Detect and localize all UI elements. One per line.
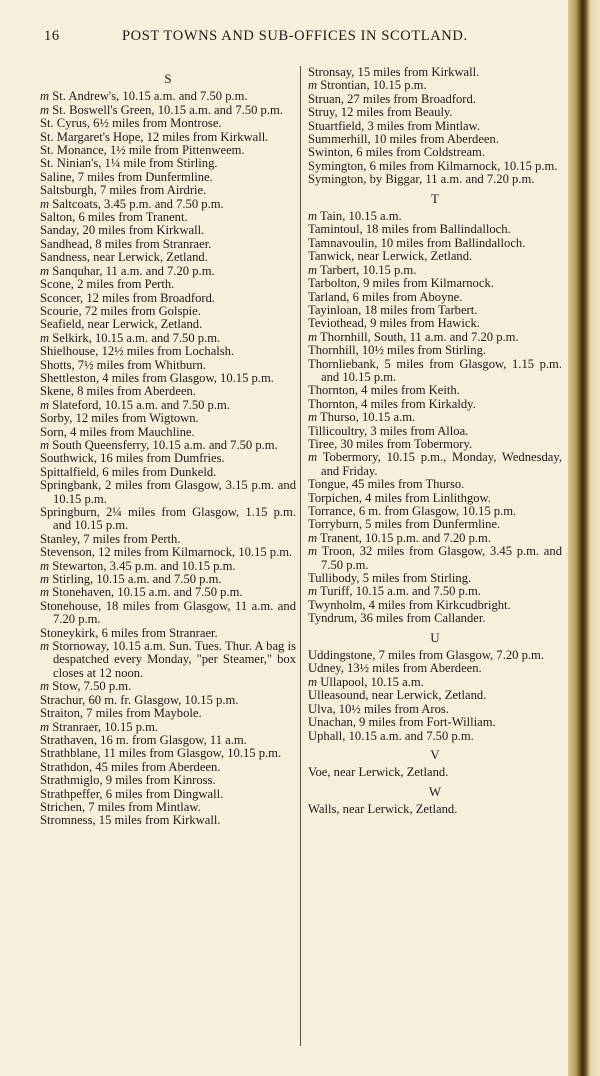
directory-entry [308,411,562,424]
money-order-marker: m [308,530,318,545]
entry-text: Spittalfield, 6 miles from Dunkeld. [40,464,217,479]
entry-text: Stonehouse, 18 miles from Glasgow, 11 a.m. and 7.20 p.m. [40,598,296,627]
entry-text: Springburn, 2¼ miles from Glasgow, 1.15 p.m. and 10.15 p.m. [40,505,296,533]
directory-entry [40,479,296,506]
entry-text: Sorn, 4 miles from Mauchline. [40,424,195,439]
directory-entry [40,305,296,318]
entry-text: Saline, 7 miles from Dunfermline. [40,169,213,184]
directory-entry [40,90,296,103]
directory-entry [308,703,562,716]
directory-entry [40,747,296,760]
entry-text: St. Ninian's, 1¼ mile from Stirling. [40,156,218,171]
money-order-marker: m [40,639,50,654]
entry-text: Strathaven, 16 m. from Glasgow, 11 a.m. [40,732,247,747]
directory-entry [40,721,296,734]
entry-text: Thornliebank, 5 miles from Glasgow, 1.15 p.m. and 10.15 p.m. [308,356,562,384]
directory-entry [308,344,562,357]
entry-text: Udney, 13½ miles from Aberdeen. [308,661,482,676]
money-order-marker: m [40,263,50,278]
directory-entry [308,766,562,779]
directory-entry [308,730,562,743]
directory-entry [308,210,562,223]
money-order-marker: m [40,330,50,345]
entry-text: Tullibody, 5 miles from Stirling. [308,571,472,586]
left-column [40,66,296,828]
entry-text: St. Margaret's Hope, 12 miles from Kirkwall. [40,129,269,144]
directory-entry [308,358,562,385]
directory-entry [308,317,562,330]
entry-text: Stanley, 7 miles from Perth. [40,531,181,546]
directory-entry [40,788,296,801]
directory-entry [40,734,296,747]
entry-text: Walls, near Lerwick, Zetland. [308,802,458,817]
money-order-marker: m [308,410,318,425]
directory-entry [308,160,562,173]
directory-entry [308,120,562,133]
entry-text: Summerhill, 10 miles from Aberdeen. [308,132,499,147]
directory-entry [308,277,562,290]
directory-entry [40,157,296,170]
entry-text: Skene, 8 miles from Aberdeen. [40,384,196,399]
directory-entry [308,331,562,344]
directory-entry [40,707,296,720]
entry-text: Thurso, 10.15 a.m. [320,410,416,425]
directory-entry [40,426,296,439]
directory-entry [40,332,296,345]
entry-text: Twynholm, 4 miles from Kirkcudbright. [308,597,511,612]
entry-text: Stranraer, 10.15 p.m. [52,719,159,734]
directory-entry [308,676,562,689]
entry-text: Tarbert, 10.15 p.m. [320,262,417,277]
book-gutter [568,0,600,1076]
entry-text: Tain, 10.15 a.m. [320,209,402,224]
entry-text: Tobermory, 10.15 p.m., Monday, Wednesday, and Friday. [321,450,563,478]
entry-text: Strathpeffer, 6 miles from Dingwall. [40,786,224,801]
directory-entry [40,506,296,533]
directory-entry [40,694,296,707]
money-order-marker: m [40,572,50,587]
directory-entry [40,345,296,358]
directory-entry [40,439,296,452]
directory-entry [40,184,296,197]
directory-entry [308,93,562,106]
money-order-marker: m [308,209,318,224]
entry-text: Straiton, 7 miles from Maybole. [40,706,202,721]
directory-entry [308,133,562,146]
entry-text: Sandhead, 8 miles from Stranraer. [40,236,212,251]
entry-text: Stornoway, 10.15 a.m. Sun. Tues. Thur. A bag is despatched every Monday, "per Steamer," box closes at 12 noon. [52,639,296,680]
entry-text: Sconcer, 12 miles from Broadford. [40,290,216,305]
entry-text: St. Cyrus, 6½ miles from Montrose. [40,116,222,131]
directory-entry [40,814,296,827]
directory-entry [40,372,296,385]
entry-text: Strichen, 7 miles from Mintlaw. [40,799,201,814]
directory-entry [40,265,296,278]
directory-entry [40,144,296,157]
money-order-marker: m [308,262,318,277]
entry-text: Thornton, 4 miles from Keith. [308,383,460,398]
money-order-marker: m [308,674,318,689]
directory-entry [40,560,296,573]
directory-entry [308,264,562,277]
directory-entry [40,412,296,425]
entry-text: Tanwick, near Lerwick, Zetland. [308,249,473,264]
directory-entry [40,452,296,465]
directory-entry [40,774,296,787]
money-order-marker: m [40,585,50,600]
page-number: 16 [44,28,60,44]
entry-text: St. Boswell's Green, 10.15 a.m. and 7.50 p.m. [52,102,283,117]
directory-entry [40,104,296,117]
directory-entry [308,505,562,518]
entry-text: Turiff, 10.15 a.m. and 7.50 p.m. [320,584,481,599]
directory-entry [40,238,296,251]
entry-text: Ulva, 10½ miles from Aros. [308,701,449,716]
entry-text: Struan, 27 miles from Broadford. [308,91,476,106]
directory-entry [308,384,562,397]
entry-text: Stuartfield, 3 miles from Mintlaw. [308,118,480,133]
page-header [44,28,564,50]
entry-text: Tarland, 6 miles from Aboyne. [308,289,463,304]
directory-entry [308,572,562,585]
directory-entry [40,600,296,627]
entry-text: Uddingstone, 7 miles from Glasgow, 7.20 p.m. [308,648,544,663]
directory-entry [308,518,562,531]
directory-entry [40,198,296,211]
entry-text: Sanquhar, 11 a.m. and 7.20 p.m. [52,263,215,278]
money-order-marker: m [40,719,50,734]
directory-entry [308,398,562,411]
entry-text: Seafield, near Lerwick, Zetland. [40,317,203,332]
entry-text: Stirling, 10.15 a.m. and 7.50 p.m. [52,572,222,587]
money-order-marker: m [308,329,318,344]
entry-text: Stronsay, 15 miles from Kirkwall. [308,65,480,79]
entry-text: Tillicoultry, 3 miles from Alloa. [308,423,469,438]
entry-text: Sorby, 12 miles from Wigtown. [40,411,199,426]
directory-entry [40,211,296,224]
money-order-marker: m [308,584,318,599]
entry-text: Tamintoul, 18 miles from Ballindalloch. [308,222,511,237]
money-order-marker: m [40,437,50,452]
entry-text: Tyndrum, 36 miles from Callander. [308,611,486,626]
directory-entry [308,689,562,702]
directory-entry [308,237,562,250]
entry-text: Tamnavoulin, 10 miles from Ballindalloch. [308,235,526,250]
entry-text: Sandness, near Lerwick, Zetland. [40,250,208,265]
directory-entry [308,223,562,236]
entry-text: Unachan, 9 miles from Fort-William. [308,715,496,730]
directory-entry [308,291,562,304]
directory-entry [308,173,562,186]
entry-text: Sanday, 20 miles from Kirkwall. [40,223,205,238]
entry-text: Strontian, 10.15 p.m. [320,78,427,93]
entry-text: Thornton, 4 miles from Kirkaldy. [308,396,476,411]
entry-text: Stewarton, 3.45 p.m. and 10.15 p.m. [52,558,236,573]
directory-entry [40,171,296,184]
entry-text: Strathmiglo, 9 miles from Kinross. [40,773,216,788]
entry-text: Torrance, 6 m. from Glasgow, 10.15 p.m. [308,504,517,518]
entry-text: Salton, 6 miles from Tranent. [40,210,188,225]
directory-entry [40,546,296,559]
column-divider [300,66,301,1046]
entry-text: Springbank, 2 miles from Glasgow, 3.15 p.m. and 10.15 p.m. [40,478,296,506]
directory-entry [308,79,562,92]
directory-entry [40,627,296,640]
money-order-marker: m [40,397,50,412]
entry-text: Swinton, 6 miles from Coldstream. [308,145,486,160]
directory-entry [308,250,562,263]
directory-entry [308,649,562,662]
directory-entry [40,533,296,546]
entry-text: Voe, near Lerwick, Zetland. [308,765,449,780]
entry-text: Thornhill, 10½ miles from Stirling. [308,343,487,358]
section-heading: T [431,190,439,206]
entry-text: St. Monance, 1½ mile from Pittenweem. [40,143,245,158]
money-order-marker: m [40,196,50,211]
directory-entry [40,466,296,479]
directory-entry [308,106,562,119]
entry-text: Strachur, 60 m. fr. Glasgow, 10.15 p.m. [40,692,239,707]
entry-text: Stonehaven, 10.15 a.m. and 7.50 p.m. [52,585,243,600]
entry-text: South Queensferry, 10.15 a.m. and 7.50 p.m. [52,437,278,452]
right-column [308,66,562,817]
entry-text: Thornhill, South, 11 a.m. and 7.20 p.m. [320,329,519,344]
directory-entry [308,716,562,729]
page-title: POST TOWNS AND SUB-OFFICES IN SCOTLAND. [122,28,468,44]
entry-text: Tranent, 10.15 p.m. and 7.20 p.m. [320,530,491,545]
directory-entry [308,425,562,438]
directory-entry [308,304,562,317]
directory-entry [308,451,562,478]
entry-text: Stoneykirk, 6 miles from Stranraer. [40,625,218,640]
directory-entry [308,545,562,572]
directory-entry [308,599,562,612]
money-order-marker: m [40,102,50,117]
directory-entry [40,359,296,372]
directory-entry [40,251,296,264]
entry-text: Struy, 12 miles from Beauly. [308,105,453,120]
entry-text: Tongue, 45 miles from Thurso. [308,477,465,492]
entry-text: Tiree, 30 miles from Tobermory. [308,436,473,451]
entry-text: Shotts, 7½ miles from Whitburn. [40,357,206,372]
directory-entry [40,680,296,693]
directory-entry [308,662,562,675]
directory-entry [40,224,296,237]
directory-entry [308,532,562,545]
directory-entry [40,385,296,398]
money-order-marker: m [40,89,50,104]
entry-text: Southwick, 16 miles from Dumfries. [40,451,225,466]
directory-entry [40,586,296,599]
entry-text: Tayinloan, 18 miles from Tarbert. [308,302,478,317]
entry-text: Stow, 7.50 p.m. [52,679,132,694]
section-heading: V [430,746,440,762]
directory-entry [40,117,296,130]
entry-text: Shielhouse, 12½ miles from Lochalsh. [40,344,235,359]
entry-text: Slateford, 10.15 a.m. and 7.50 p.m. [52,397,230,412]
money-order-marker: m [308,544,318,559]
entry-text: Stevenson, 12 miles from Kilmarnock, 10.15 p.m. [40,545,293,560]
section-heading: W [428,783,442,799]
entry-text: Uphall, 10.15 a.m. and 7.50 p.m. [308,728,474,743]
directory-entry [40,278,296,291]
entry-text: Torpichen, 4 miles from Linlithgow. [308,490,491,505]
entry-text: St. Andrew's, 10.15 a.m. and 7.50 p.m. [52,89,248,104]
entry-text: Stromness, 15 miles from Kirkwall. [40,813,221,828]
directory-entry [40,801,296,814]
directory-entry [40,131,296,144]
entry-text: Saltcoats, 3.45 p.m. and 7.50 p.m. [52,196,224,211]
section-heading: S [164,71,172,86]
directory-entry [308,585,562,598]
entry-text: Strathblane, 11 miles from Glasgow, 10.15 p.m. [40,746,282,761]
directory-entry [308,146,562,159]
money-order-marker: m [308,450,318,465]
directory-entry [40,399,296,412]
entry-text: Scourie, 72 miles from Golspie. [40,303,201,318]
directory-entry [40,292,296,305]
entry-text: Scone, 2 miles from Perth. [40,277,175,292]
entry-text: Symington, 6 miles from Kilmarnock, 10.15 p.m. [308,158,558,173]
directory-entry [308,492,562,505]
entry-text: Shettleston, 4 miles from Glasgow, 10.15 p.m. [40,370,274,385]
entry-text: Ullapool, 10.15 a.m. [320,674,424,689]
entry-text: Ulleasound, near Lerwick, Zetland. [308,688,487,703]
directory-entry [40,761,296,774]
directory-entry [308,66,562,79]
directory-entry [40,640,296,680]
directory-entry [308,612,562,625]
directory-entry [308,438,562,451]
money-order-marker: m [308,78,318,93]
entry-text: Tarbolton, 9 miles from Kilmarnock. [308,276,494,291]
entry-text: Teviothead, 9 miles from Hawick. [308,316,480,331]
directory-entry [40,573,296,586]
entry-text: Troon, 32 miles from Glasgow, 3.45 p.m. and 7.50 p.m. [321,544,562,572]
entry-text: Strathdon, 45 miles from Aberdeen. [40,759,221,774]
entry-text: Symington, by Biggar, 11 a.m. and 7.20 p.m. [308,172,535,187]
directory-entry [308,803,562,816]
entry-text: Torryburn, 5 miles from Dunfermline. [308,517,501,532]
section-heading: U [430,629,440,645]
entry-text: Saltsburgh, 7 miles from Airdrie. [40,183,207,198]
directory-entry [40,318,296,331]
money-order-marker: m [40,679,50,694]
directory-entry [308,478,562,491]
entry-text: Selkirk, 10.15 a.m. and 7.50 p.m. [52,330,221,345]
money-order-marker: m [40,558,50,573]
